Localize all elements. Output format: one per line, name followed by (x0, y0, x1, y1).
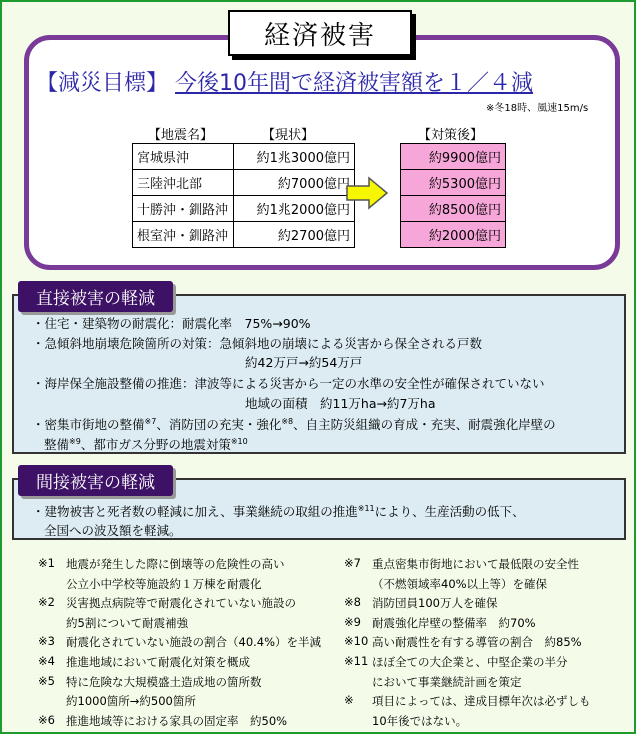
note-mark: ※7 (144, 416, 157, 426)
table-row (133, 170, 355, 196)
direct-line: ・海岸保全施設整備の推進：津波等による災害から一定の水準の安全性が確保されていない (32, 376, 545, 391)
condition-note: ※冬18時、風速15m/s (486, 103, 589, 114)
after-value: 約2000億円 (401, 222, 506, 248)
region-name: 宮城県沖 (133, 144, 234, 170)
current-value: 約1兆3000億円 (234, 144, 355, 170)
footnote-text: 約5割について耐震補強 (66, 615, 189, 630)
footnote-text: 耐震強化岸壁の整備率 約70% (372, 615, 536, 630)
direct-line: ・急傾斜地崩壊危険箇所の対策：急傾斜地の崩壊による災害から保全される戸数 (32, 336, 483, 351)
after-value: 約8500億円 (401, 196, 506, 222)
footnote-text: 10年後ではない。 (372, 713, 468, 728)
note-mark: ※8 (281, 416, 294, 426)
footnote-text: 重点密集市街地において最低限の安全性 (372, 557, 579, 571)
header-current: 【現状】 (262, 128, 315, 143)
table-row (401, 196, 506, 222)
footnote-mark: ※2 (38, 595, 55, 610)
indirect-text: ・建物被害と死者数の軽減に加え、事業継続の取組の推進 (32, 504, 358, 519)
footnote-mark: ※1 (38, 556, 55, 570)
direct-line (44, 435, 248, 453)
footnote-text: 推進地域において耐震化対策を概成 (66, 655, 250, 669)
footnote-text: 特に危険な大規模盛土造成地の箇所数 (66, 674, 262, 689)
region-name: 根室沖・釧路沖 (133, 222, 234, 248)
footnote-mark: ※10 (344, 634, 369, 649)
footnote-text: において事業継続計画を策定 (372, 674, 522, 689)
header-region: 【地震名】 (148, 128, 214, 143)
footnote-text: 地震が発生した際に倒壊等の危険性の高い (66, 557, 285, 571)
current-value: 約1兆2000億円 (234, 196, 355, 222)
indirect-line: 全国への波及額を軽減。 (44, 523, 182, 538)
current-value: 約2700億円 (234, 222, 355, 248)
after-value: 約9900億円 (401, 144, 506, 170)
direct-section-title: 直接被害の軽減 (18, 281, 173, 312)
footnote-mark: ※6 (38, 712, 55, 727)
region-name: 十勝沖・釧路沖 (133, 196, 234, 222)
footnote-mark: ※5 (38, 673, 55, 688)
note-mark: ※10 (230, 436, 248, 446)
footnote-text: 消防団員100万人を確保 (372, 596, 498, 611)
direct-text: ・密集市街地の整備 (32, 417, 145, 432)
note-mark: ※11 (357, 503, 375, 513)
after-value: 約5300億円 (401, 170, 506, 196)
table-row (133, 144, 355, 170)
right-arrow-icon (345, 176, 389, 210)
footnote-mark: ※3 (38, 634, 55, 649)
footnote-text: （不燃領域率40%以上等）を確保 (372, 576, 548, 591)
direct-text: 、自主防災組織の育成・充実、耐震強化岸壁の (293, 417, 556, 432)
footnote-text: 推進地域等における家具の固定率 約50% (66, 713, 288, 728)
table-row (133, 196, 355, 222)
footnote-mark: ※7 (344, 556, 361, 570)
current-value: 約7000億円 (234, 170, 355, 196)
note-mark: ※9 (69, 436, 81, 446)
footnote-text: 災害拠点病院等で耐震化されていない施設の (66, 596, 296, 611)
header-after: 【対策後】 (418, 128, 484, 143)
region-name: 三陸沖北部 (133, 170, 234, 196)
goal-heading (36, 66, 533, 97)
table-row (401, 222, 506, 248)
table-row (133, 222, 355, 248)
footnote-mark: ※ (344, 693, 354, 708)
direct-line: 約42万戸→約54万戸 (245, 355, 363, 370)
current-damage-table (132, 143, 355, 248)
footnote-mark: ※9 (344, 614, 361, 629)
indirect-line (32, 502, 525, 520)
direct-line: 地域の面積 約11万ha→約7万ha (245, 396, 436, 411)
indirect-section-title: 間接被害の軽減 (18, 465, 173, 496)
footnote-mark: ※4 (38, 654, 55, 668)
goal-text: 今後10年間で経済被害額を１／４減 (175, 71, 534, 96)
footnote-text: 約1000箇所→約500箇所 (66, 694, 196, 709)
table-row (401, 144, 506, 170)
direct-line (32, 415, 556, 433)
page-title: 経済被害 (228, 10, 412, 56)
footnote-text: 公立小中学校等施設約１万棟を耐震化 (66, 576, 262, 591)
direct-text: 、消防団の充実・強化 (156, 417, 282, 432)
indirect-text: により、生産活動の低下、 (374, 504, 525, 519)
direct-line: ・住宅・建築物の耐震化：耐震化率 75%→90% (32, 316, 311, 331)
footnote-text: 耐震化されていない施設の割合（40.4%）を半減 (66, 635, 322, 650)
direct-text: 整備 (44, 437, 70, 452)
footnote-text: 高い耐震性を有する導管の割合 約85% (372, 635, 582, 650)
goal-prefix: 【減災目標】 (36, 71, 169, 96)
footnote-mark: ※11 (344, 654, 369, 668)
footnote-text: ほぼ全ての大企業と、中堅企業の半分 (372, 655, 568, 669)
footnote-text: 項目によっては、達成目標年次は必ずしも (372, 694, 591, 709)
direct-text: 、都市ガス分野の地震対策 (80, 437, 231, 452)
table-row (401, 170, 506, 196)
after-damage-table (400, 143, 506, 248)
footnote-mark: ※8 (344, 595, 361, 610)
